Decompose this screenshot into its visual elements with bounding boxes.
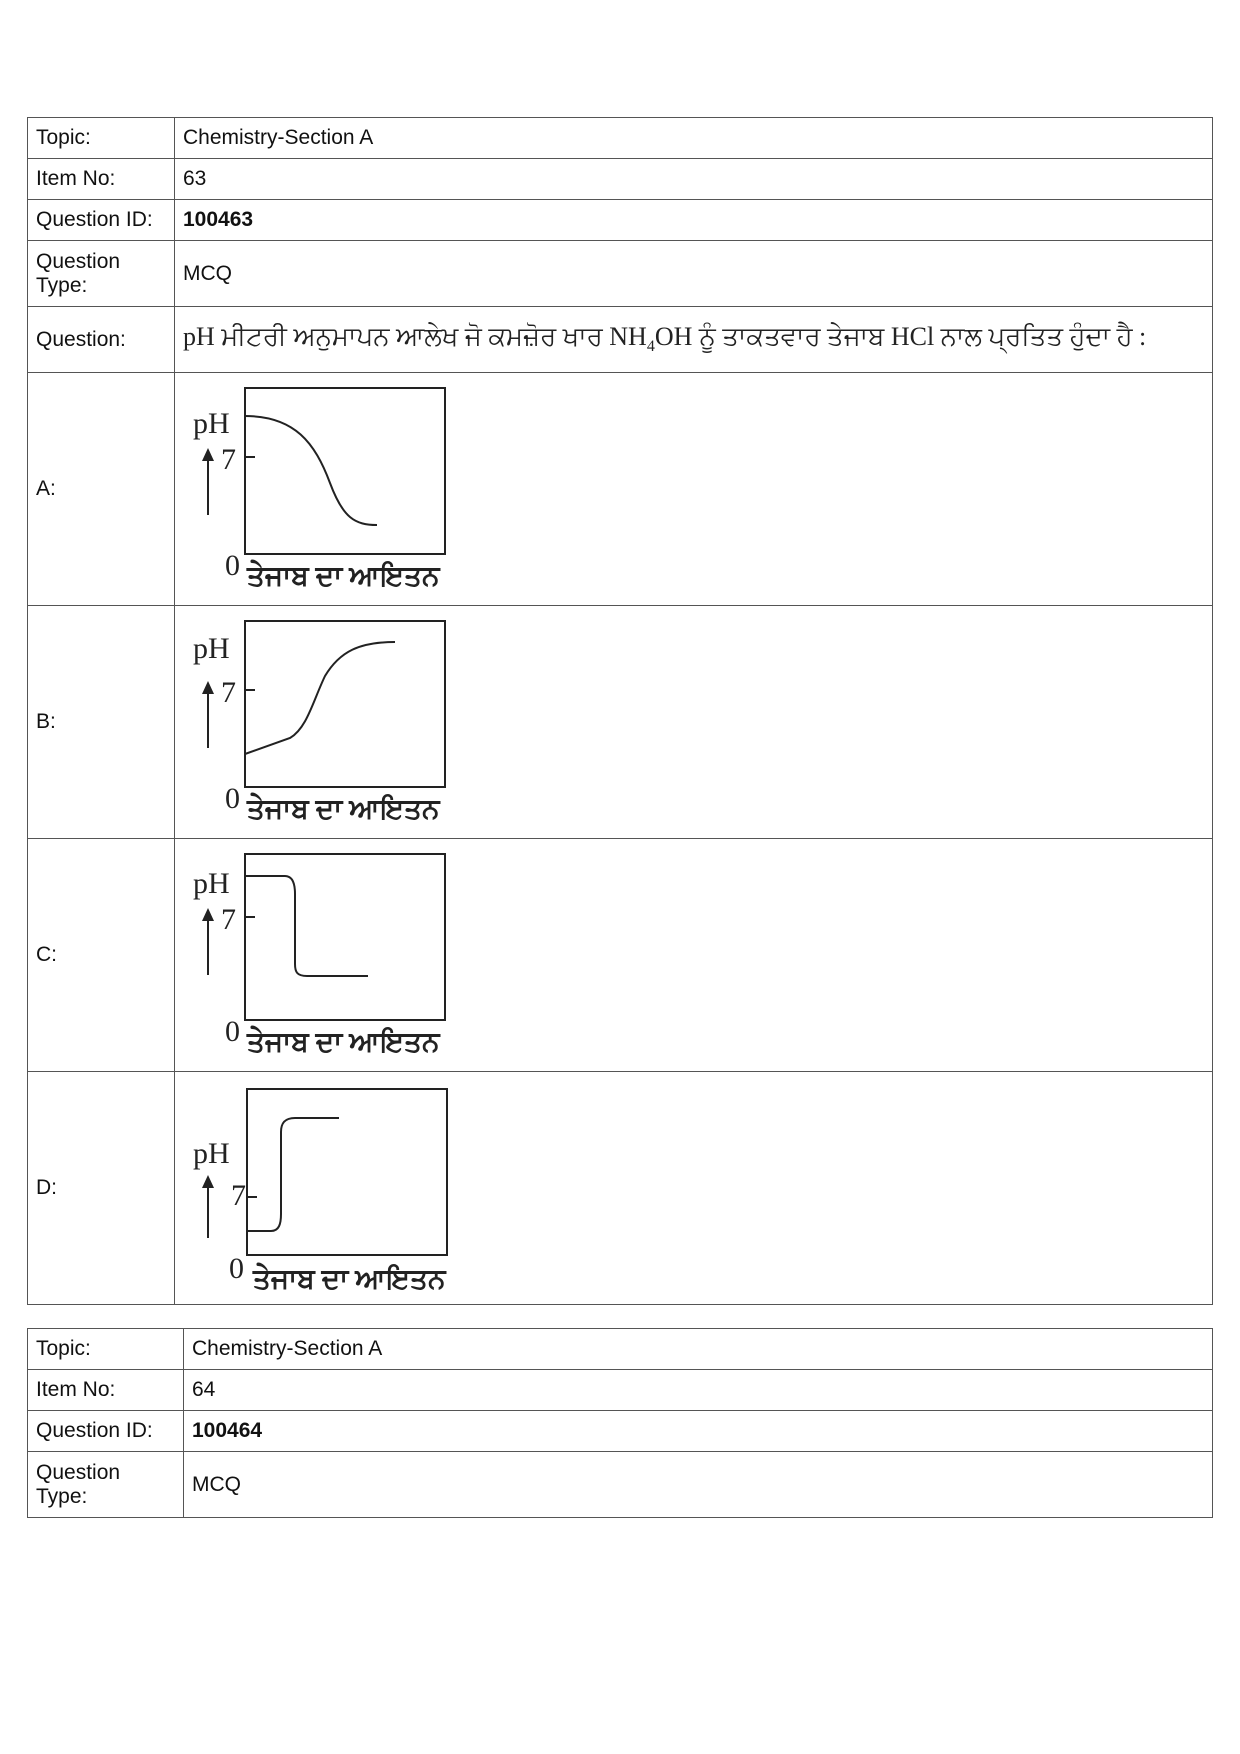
option-d-label: D:	[28, 1072, 175, 1305]
item-no-label: Item No:	[28, 159, 175, 200]
question-64-table	[27, 1328, 1213, 1518]
question-label: Question:	[28, 307, 175, 373]
topic-label: Topic:	[28, 1329, 184, 1370]
option-c-graph	[185, 839, 485, 1071]
question-text	[175, 307, 1213, 373]
question-type-value: MCQ	[184, 1452, 1213, 1518]
topic-value: Chemistry-Section A	[175, 118, 1213, 159]
graph-frame	[247, 1089, 447, 1255]
item-no-value: 64	[184, 1370, 1213, 1411]
tick-label-7: 7	[221, 903, 236, 936]
up-arrow-head-icon	[202, 908, 214, 921]
option-d-graph	[185, 1072, 485, 1304]
question-63-table	[27, 117, 1213, 1305]
up-arrow-head-icon	[202, 681, 214, 694]
tick-label-7: 7	[221, 676, 236, 709]
origin-label: 0	[229, 1252, 244, 1285]
option-d-graph-cell	[175, 1072, 1213, 1305]
y-axis-label: pH	[193, 867, 230, 900]
tick-label-7: 7	[231, 1179, 246, 1212]
question-id-value: 100463	[175, 200, 1213, 241]
titration-curve	[245, 876, 368, 976]
topic-label: Topic:	[28, 118, 175, 159]
origin-label: 0	[225, 782, 240, 815]
question-text-part1: pH ਮੀਟਰੀ ਅਨੁਮਾਪਨ ਆਲੇਖ ਜੋ ਕਮਜ਼ੋਰ ਖਾਰ NH	[183, 322, 647, 352]
y-axis-label: pH	[193, 632, 230, 665]
titration-curve	[247, 1118, 339, 1231]
graph-frame	[245, 854, 445, 1020]
item-no-label: Item No:	[28, 1370, 184, 1411]
option-c-graph-cell	[175, 839, 1213, 1072]
x-axis-label: ਤੇਜਾਬ ਦਾ ਆਇਤਨ	[247, 794, 440, 825]
up-arrow-head-icon	[202, 448, 214, 461]
option-c-label: C:	[28, 839, 175, 1072]
y-axis-label: pH	[193, 407, 230, 440]
option-a-graph-cell	[175, 373, 1213, 606]
titration-curve	[245, 642, 395, 754]
question-id-value: 100464	[184, 1411, 1213, 1452]
x-axis-label: ਤੇਜਾਬ ਦਾ ਆਇਤਨ	[247, 1027, 440, 1058]
question-id-label: Question ID:	[28, 200, 175, 241]
option-b-graph-cell	[175, 606, 1213, 839]
option-a-graph	[185, 373, 485, 605]
y-axis-label: pH	[193, 1137, 230, 1170]
question-text-subscript: 4	[646, 338, 655, 356]
origin-label: 0	[225, 549, 240, 582]
titration-curve	[245, 416, 377, 525]
graph-frame	[245, 388, 445, 554]
question-type-value: MCQ	[175, 241, 1213, 307]
question-type-label: Question Type:	[28, 241, 175, 307]
item-no-value: 63	[175, 159, 1213, 200]
option-b-label: B:	[28, 606, 175, 839]
x-axis-label: ਤੇਜਾਬ ਦਾ ਆਇਤਨ	[247, 561, 440, 592]
option-a-label: A:	[28, 373, 175, 606]
graph-frame	[245, 621, 445, 787]
tick-label-7: 7	[221, 443, 236, 476]
question-text-part2: OH ਨੂੰ ਤਾਕਤਵਾਰ ਤੇਜਾਬ HCl ਨਾਲ ਪ੍ਰਤਿਤ ਹੁੰਦਾ ਹੈ :	[654, 322, 1147, 352]
x-axis-label: ਤੇਜਾਬ ਦਾ ਆਇਤਨ	[253, 1264, 446, 1295]
question-id-label: Question ID:	[28, 1411, 184, 1452]
option-b-graph	[185, 606, 485, 838]
topic-value: Chemistry-Section A	[184, 1329, 1213, 1370]
question-type-label: Question Type:	[28, 1452, 184, 1518]
origin-label: 0	[225, 1015, 240, 1048]
up-arrow-head-icon	[202, 1175, 214, 1188]
